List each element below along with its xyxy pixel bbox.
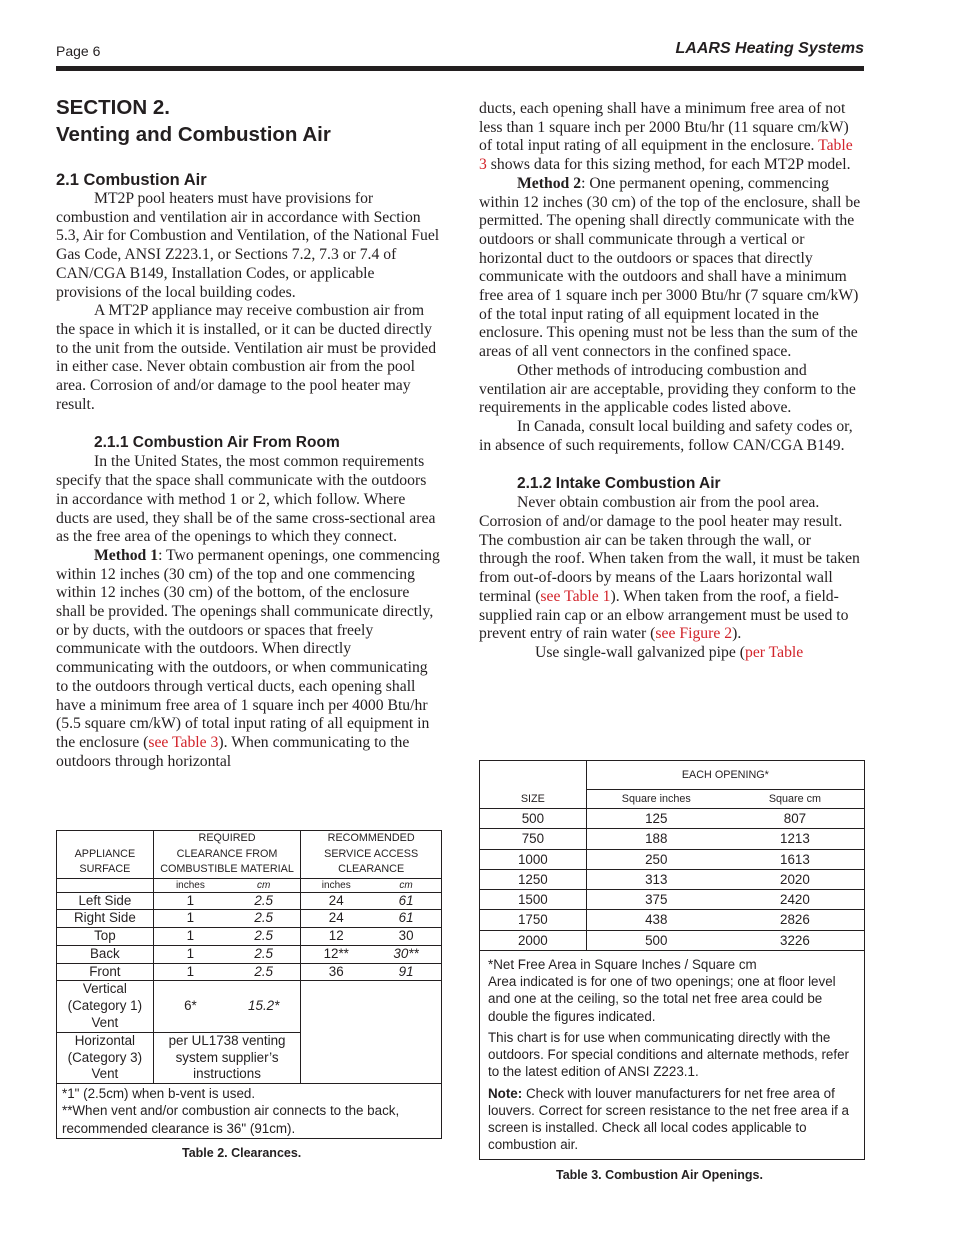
para-2-1-2-b: Use single-wall galvanized pipe (per Table — [535, 643, 804, 661]
table-row: 750 188 1213 — [480, 829, 865, 849]
table-row: Left Side 1 2.5 24 61 — [57, 892, 442, 910]
note-chart-usage: This chart is for use when communicating directly with the outdoors. For special conditions and alternate methods, refer to the latest edition of ANSI Z223.1. — [488, 1029, 850, 1080]
table-row: 1250 313 2020 — [480, 869, 865, 889]
section-title — [56, 94, 440, 148]
table-notes — [480, 951, 865, 1160]
para-2-1-2-a: Never obtain combustion air from the pool area. Corrosion of and/or damage to the pool heater may result. The combustion air can be taken through the wall, or through the roof. When taken from the wall, it must be taken from out-of-doors by means of the Laars horizontal wall terminal (see Table 1). When taken from the roof, a field-supplied rain cap or an elbow arrangement must be used to prevent entry of rain water (see Figure 2). — [479, 494, 860, 643]
header-each-opening: EACH OPENING* — [586, 761, 864, 790]
para-method-2: Method 2: One permanent opening, commencing within 12 inches (30 cm) of the top of the enclosure, shall be permitted. The opening shall directly communicate with the outdoors or shall communicate through a vertical or horizontal duct to the outdoors or spaces that directly communicate with the outdoors and shall have a minimum free area of 1 square inch per 3000 Btu/hr (7 square cm/kW) of the total input rating of all equipment located in the enclosure. This opening must not be less than the sum of the areas of all vent connectors in the confined space. — [479, 174, 861, 361]
table-header-row — [480, 761, 865, 790]
table-row: Top 1 2.5 12 30 — [57, 928, 442, 946]
link-table-3-b[interactable]: Table 3 — [479, 137, 853, 174]
note-louvers: Note: Check with louver manufacturers for net free area of louvers. Correct for screen resistance to the net free area if a screen is installed. Check all local codes applicable to combustion air. — [488, 1085, 849, 1153]
table-row-horizontal-vent: Horizontal (Category 3) Vent per UL1738 venting system supplier’s instructions — [57, 1032, 442, 1083]
left-column — [56, 94, 440, 771]
link-table-3[interactable]: see Table 3 — [148, 733, 219, 751]
para-2-1-1-a: In the United States, the most common requirements specify that the space shall communicate with the outdoors in accordance with method 1 or 2, which follow. Where ducts are used, they shall be of the same cross-sectional area as the free area of the openings to which they connect. — [56, 453, 436, 546]
para-2-1-a: MT2P pool heaters must have provisions for combustion and ventilation air in accordance with Section 5.3, Air for Combustion and Ventilation, of the National Fuel Gas Code, ANSI Z223.1, or Sections 7.2, 7.3 or 7.4 of CAN/CGA B149, Installation Codes, or applicable provisions of the local building codes. — [56, 190, 440, 301]
header-required: REQUIRED CLEARANCE FROM COMBUSTIBLE MATERIAL — [153, 831, 301, 879]
table-row: 500 125 807 — [480, 809, 865, 829]
table-notes — [57, 1084, 442, 1139]
combustion-air-openings-table — [479, 760, 865, 1160]
header-recommended: RECOMMENDED SERVICE ACCESS CLEARANCE — [301, 831, 442, 879]
header-square-cm: Square cm — [726, 790, 865, 809]
header-square-inches: Square inches — [586, 790, 726, 809]
link-table-1[interactable]: see Table 1 — [540, 587, 611, 605]
header-size: SIZE — [480, 761, 587, 809]
table-header-row — [57, 831, 442, 879]
para-canada: In Canada, consult local building and safety codes or, in absence of such requirements, follow CAN/CGA B149. — [479, 417, 853, 454]
table-row: 2000 500 3226 — [480, 930, 865, 950]
para-2-1-b: A MT2P appliance may receive combustion air from the space in which it is installed, or it can be ducted directly to the unit from the outside. Ventilation air must be provided in either case. Never obtain combustion air from the pool area. Corrosion of and/or damage to the pool heater may result. — [56, 302, 437, 413]
note-1: *1" (2.5cm) when b-vent is used. — [62, 1086, 256, 1102]
table-row: 1000 250 1613 — [480, 849, 865, 869]
link-per-table[interactable]: per Table — [744, 643, 804, 661]
header-rule — [56, 66, 864, 71]
table-2-caption: Table 2. Clearances. — [182, 1146, 302, 1160]
heading-2-1-1: 2.1.1 Combustion Air From Room — [94, 434, 340, 452]
table-row: 1750 438 2826 — [480, 910, 865, 930]
para-method-1: Method 1: Two permanent openings, one commencing within 12 inches (30 cm) of the top and one commencing within 12 inches (30 cm) of the bottom, of the enclosure shall be provided. The openings shall communicate directly, or by ducts, with the outdoors or spaces that freely communicate with the outdoors. When directly communicating with the outdoors, or when communicating to the outdoors through vertical ducts, each opening shall have a minimum free area of 1 square inch per 4000 Btu/hr (5.5 square cm/kW) of total input rating of all equipment in the enclosure (see Table 3). When communicating to the outdoors through horizontal — [56, 546, 440, 770]
table-row: Front 1 2.5 36 91 — [57, 963, 442, 981]
table-row: Back 1 2.5 12** 30** — [57, 945, 442, 963]
method-1-label: Method 1 — [94, 546, 159, 564]
table-row-vertical-vent: Vertical (Category 1) Vent 6* 15.2* — [57, 981, 442, 1032]
header-surface: APPLIANCE SURFACE — [57, 831, 154, 879]
table-units-row: inches cm inches cm — [57, 878, 442, 892]
section-name: Venting and Combustion Air — [56, 123, 331, 146]
para-method-1-cont: ducts, each opening shall have a minimum free area of not less than 1 square inch per 2000 Btu/hr (11 square cm/kW) of total input rating of all equipment in the enclosure. Table 3 shows data for this sizing method, for each MT2P model. — [479, 100, 853, 174]
page-number: Page 6 — [56, 43, 101, 59]
heading-2-1: 2.1 Combustion Air — [56, 171, 207, 189]
brand-header: LAARS Heating Systems — [675, 40, 864, 57]
note-net-free-area: *Net Free Area in Square Inches / Square cm — [488, 957, 757, 973]
link-figure-2[interactable]: see Figure 2 — [655, 625, 733, 643]
para-other-methods: Other methods of introducing combustion and ventilation air are acceptable, providing they conform to the requirements in the applicable codes listed above. — [479, 361, 856, 417]
section-number: SECTION 2. — [56, 96, 170, 119]
note-area-indicated: Area indicated is for one of two openings; one at floor level and one at the ceiling, so the total net free area could be double the figures indicated. — [488, 974, 836, 1024]
heading-2-1-2: 2.1.2 Intake Combustion Air — [517, 475, 721, 493]
note-2: **When vent and/or combustion air connects to the back, recommended clearance is 36" (91cm). — [62, 1103, 400, 1136]
table-3-caption: Table 3. Combustion Air Openings. — [556, 1168, 763, 1182]
clearances-table — [56, 830, 442, 1139]
right-column — [479, 100, 863, 663]
table-row: Right Side 1 2.5 24 61 — [57, 910, 442, 928]
table-row: 1500 375 2420 — [480, 890, 865, 910]
method-2-label: Method 2 — [517, 174, 582, 192]
